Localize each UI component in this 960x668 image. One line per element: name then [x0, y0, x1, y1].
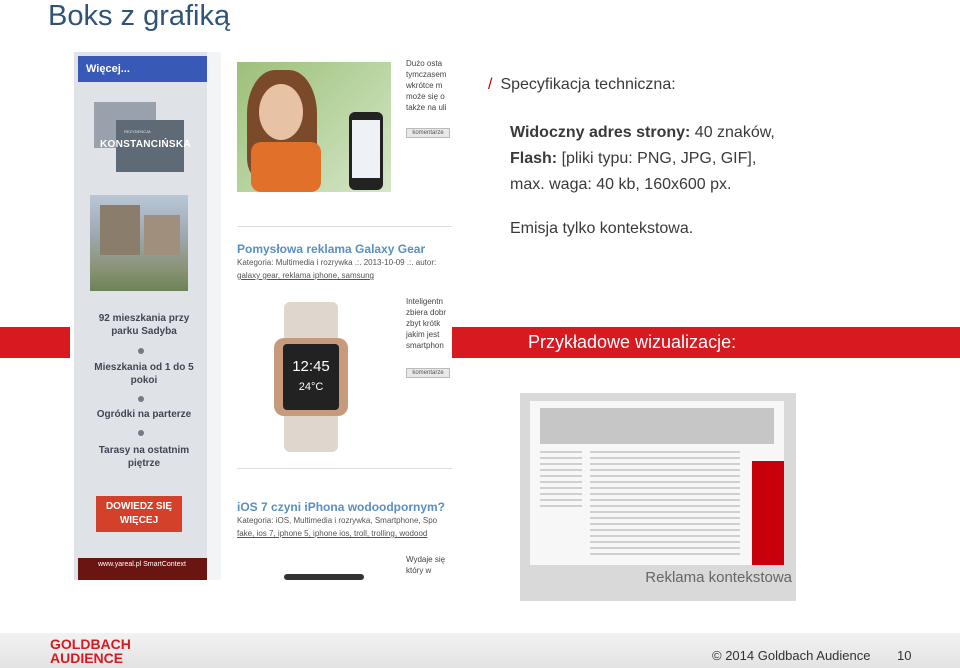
ad-banner[interactable]: [74, 52, 221, 580]
spec-details: Widoczny adres strony: 40 znaków, Flash: [pliki typu: PNG, JPG, GIF], max. waga: 40 kb, 160x600 px.: [510, 124, 775, 193]
feature-text: Mieszkania od 1 do 5 pokoi: [94, 362, 194, 386]
slide-title: Boks z grafiką: [48, 0, 231, 32]
banner-footer: www.yareal.pl SmartContext: [78, 558, 207, 580]
banner-sidebar: [207, 52, 221, 580]
developer-logo: REZYDENCJA KONSTANCIŃSKA: [94, 102, 184, 172]
building-image: [90, 195, 188, 291]
article-snippet: Wydaje się który w: [406, 555, 446, 575]
divider: [237, 468, 452, 469]
divider: [237, 226, 452, 227]
mockup-header: [540, 408, 774, 444]
article-title-link[interactable]: Pomysłowa reklama Galaxy Gear: [237, 242, 426, 256]
section-bar: Przykładowe wizualizacje:: [452, 327, 960, 358]
preview-caption: Reklama kontekstowa: [645, 569, 792, 586]
learn-more-button[interactable]: DOWIEDZ SIĘ WIĘCEJ: [96, 496, 182, 532]
banner-more-button[interactable]: Więcej...: [78, 56, 207, 82]
page-number: 10: [897, 648, 912, 663]
article-title-link[interactable]: iOS 7 czyni iPhona wodoodpornym?: [237, 500, 446, 514]
woman-phone-photo: [237, 62, 391, 192]
page-mockup: [530, 401, 784, 565]
article-meta: Kategoria: Multimedia i rozrywka .:. 2013-10-09 .:. autor: galaxy gear, reklama iphone, samsung: [237, 258, 437, 280]
copyright-text: © 2014 Goldbach Audience: [712, 648, 871, 663]
emission-note: Emisja tylko kontekstowa.: [510, 220, 694, 237]
bullet-icon: [138, 430, 144, 436]
comments-button[interactable]: komentarze: [406, 368, 450, 378]
bullet-icon: [138, 348, 144, 354]
feature-text: Tarasy na ostatnim piętrze: [98, 445, 190, 469]
smartwatch-image: 12:45 24°C: [270, 302, 352, 454]
example-screenshot: [74, 52, 452, 580]
footer: [0, 633, 960, 668]
ad-placement-box: [752, 461, 784, 565]
feature-text: Ogródki na parterze: [96, 409, 192, 420]
red-bar-left: [0, 327, 70, 358]
spec-heading: / Specyfikacja techniczna:: [488, 76, 676, 93]
article-snippet: Dużo osta tymczasem wkrótce m może się o także na uli: [406, 59, 447, 112]
article-snippet: Inteligentn zbiera dobr zbyt krótk jakim jest smartphon: [406, 297, 447, 350]
visualization-preview: [520, 393, 796, 601]
image-edge: [284, 574, 364, 580]
brand-logo: GOLDBACH AUDIENCE: [50, 636, 131, 666]
slash-icon: /: [488, 76, 493, 93]
comments-button[interactable]: komentarze: [406, 128, 450, 138]
feature-text: 92 mieszkania przy parku Sadyba: [98, 313, 190, 337]
article-meta: Kategoria: iOS, Multimedia i rozrywka, Smartphone, Spo fake, ios 7, iphone 5, iphone ios, troll, trolling, wodood: [237, 516, 438, 538]
bullet-icon: [138, 396, 144, 402]
